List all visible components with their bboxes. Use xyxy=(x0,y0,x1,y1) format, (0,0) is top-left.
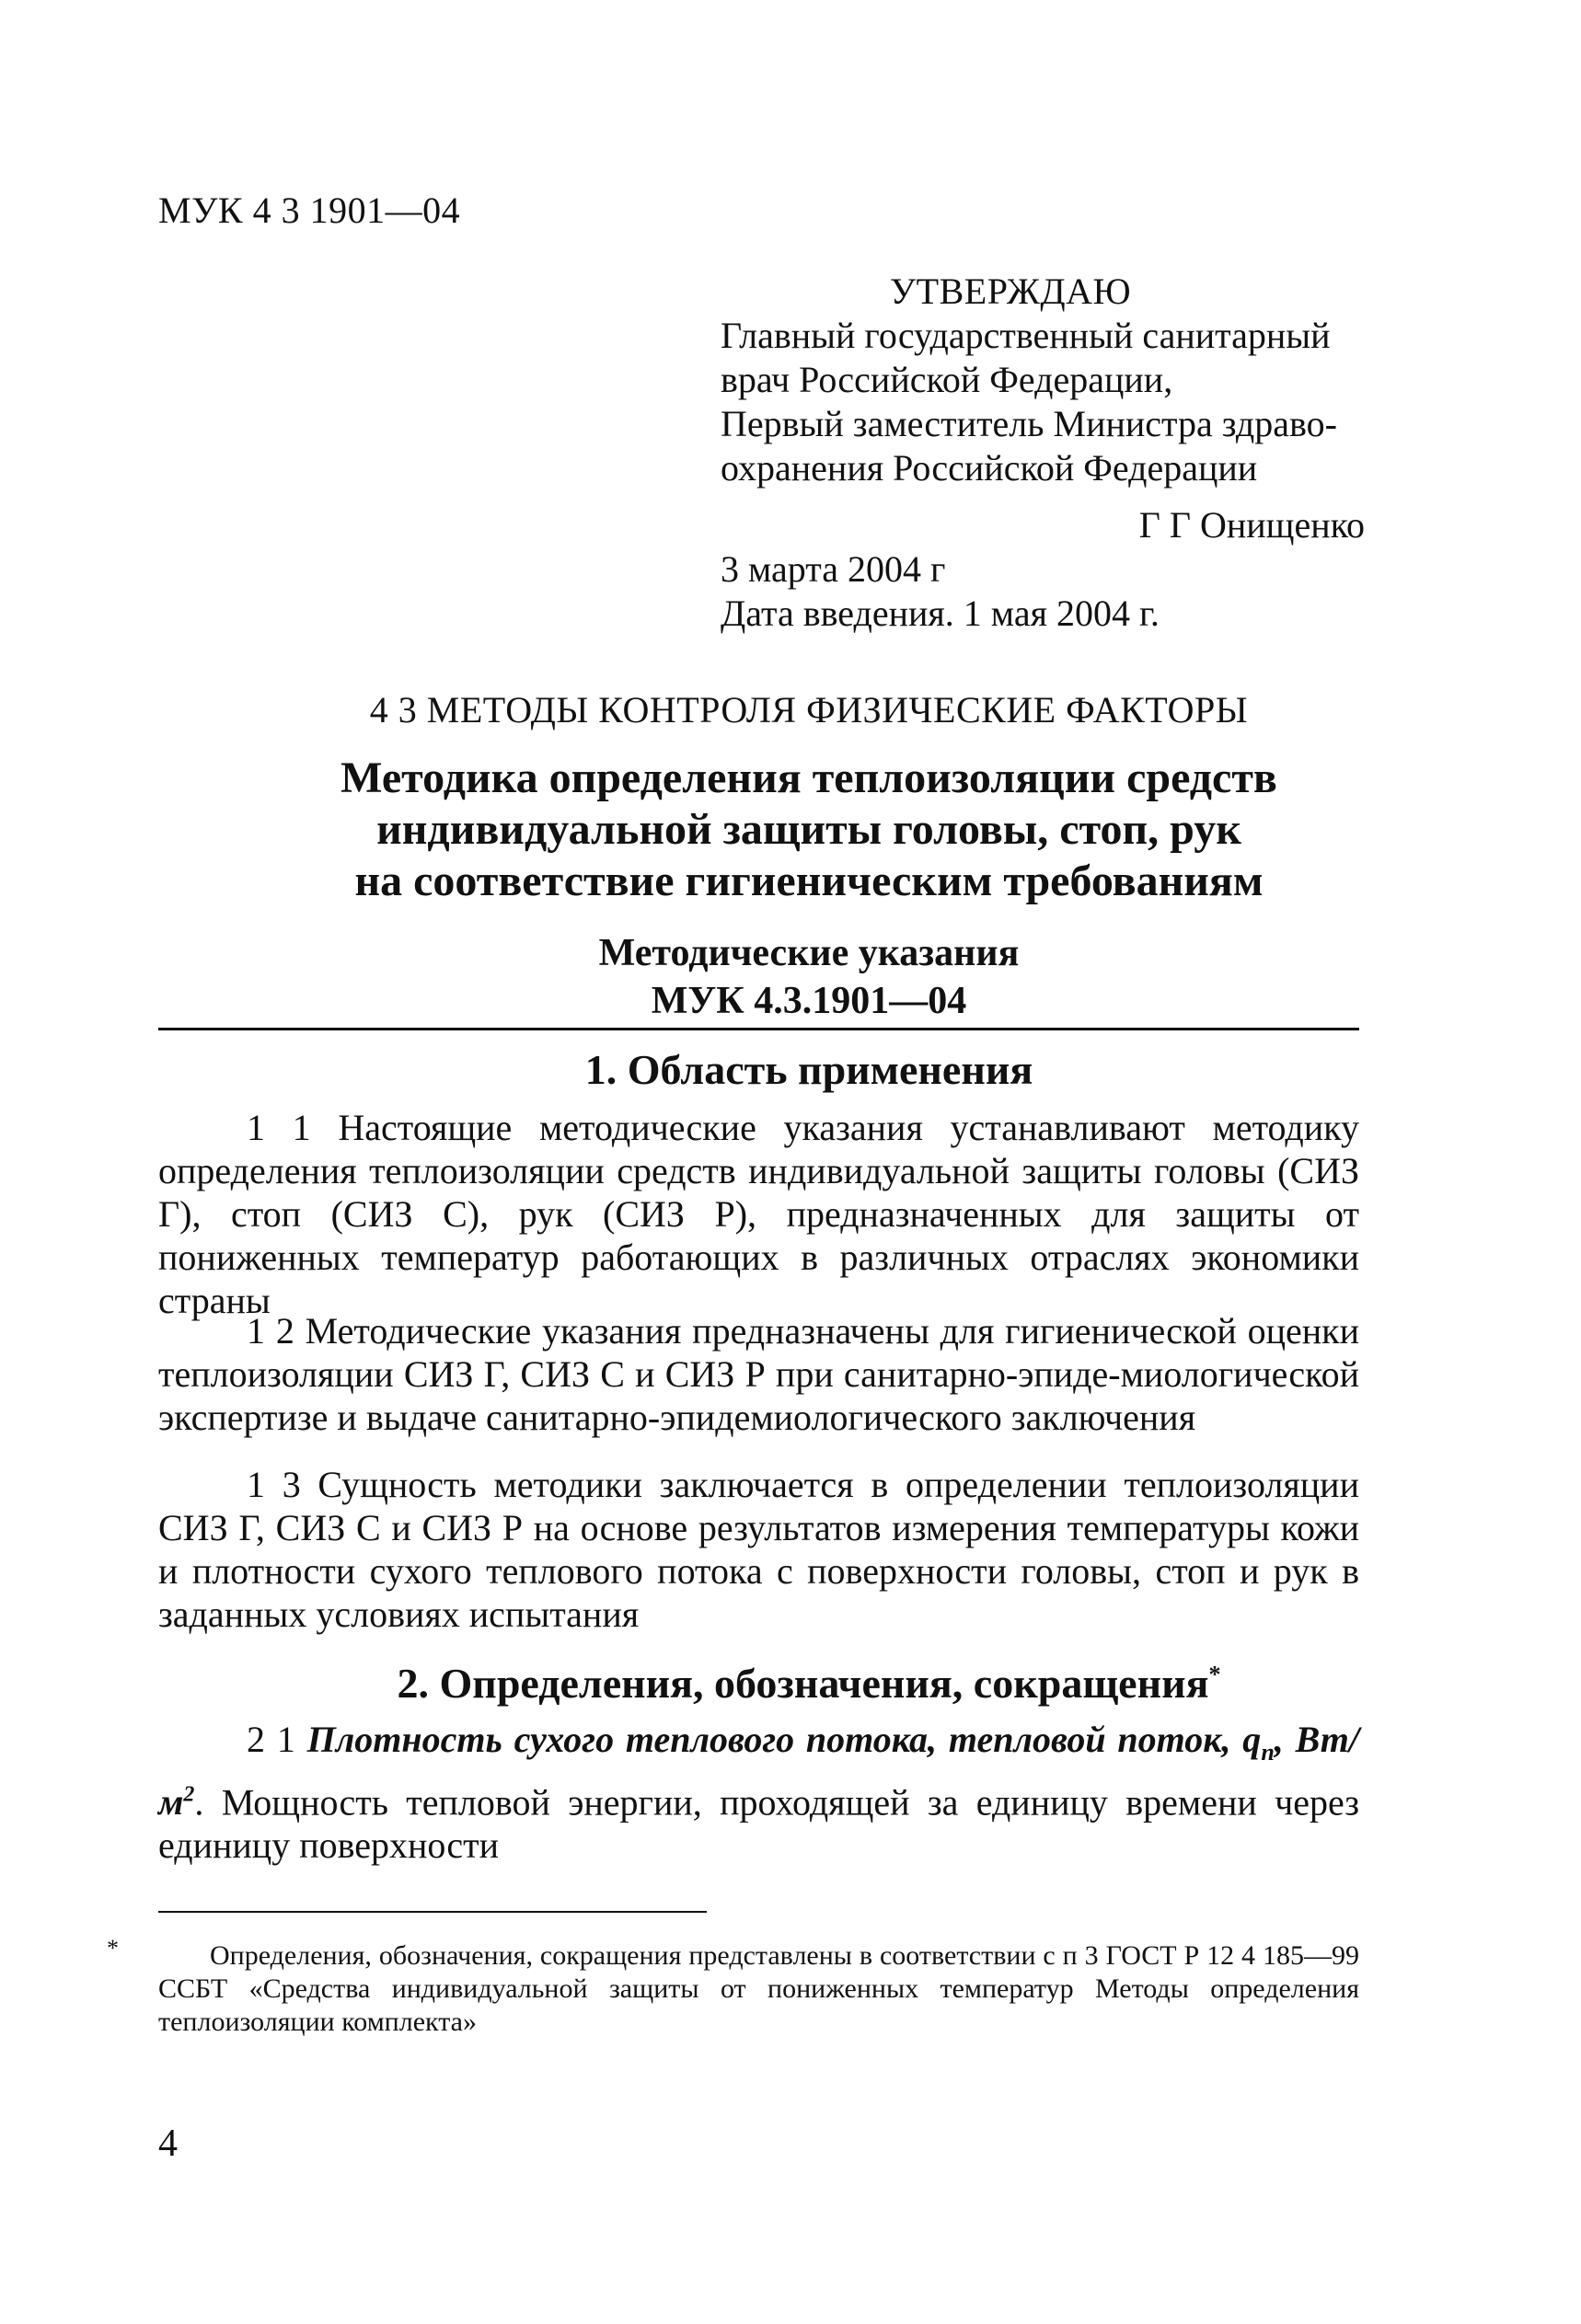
footnote-divider xyxy=(158,1911,707,1913)
paragraph-1-2 xyxy=(158,1309,1359,1439)
subtitle-code: МУК 4.3.1901—04 xyxy=(651,980,967,1022)
section-1-heading: 1. Область применения xyxy=(584,1046,1033,1093)
signer-name: Г Г Онищенко xyxy=(1138,504,1365,546)
paragraph-text: 1 2 Методические указания предназначены для гигиенической оценки теплоизоляции СИЗ Г, СИЗ С и СИЗ Р при санитарно-эпиде-миологической экспертизе и выдаче санитарно-эпидемиологического заключения xyxy=(158,1310,1359,1438)
approval-line: охранения Российской Федерации xyxy=(721,447,1258,489)
title-line: индивидуальной защиты головы, стоп, рук xyxy=(376,805,1241,854)
term-unit: , Вт/м xyxy=(158,1719,1359,1824)
section-2-heading-text: 2. Определения, обозначения, сокращения xyxy=(397,1660,1209,1707)
footnote-text: Определения, обозначения, сокращения представлены в соответствии с п 3 ГОСТ Р 12 4 185—99 ССБТ «Средства индивидуальной защиты от пониженных температур Методы определения теплоизоляции комплекта» xyxy=(158,1940,1359,2037)
document-code: МУК 4 3 1901—04 xyxy=(158,190,461,231)
title-line: на соответствие гигиеническим требованиям xyxy=(354,857,1264,905)
document-subtitle xyxy=(0,929,1581,1025)
page-number: 4 xyxy=(158,2123,178,2165)
approval-line: врач Российской Федерации, xyxy=(721,359,1173,400)
approval-line: Главный государственный санитарный xyxy=(721,315,1331,356)
approval-heading: УТВЕРЖДАЮ xyxy=(889,270,1132,312)
paragraph-1-1 xyxy=(158,1106,1359,1322)
paragraph-text: 1 3 Сущность методики заключается в определении теплоизоляции СИЗ Г, СИЗ С и СИЗ Р на основе результатов измерения температуры кожи и плотности сухого теплового потока с поверхности головы, стоп и рук в заданных условиях испытания xyxy=(158,1464,1359,1635)
footnote-mark: * xyxy=(107,1935,119,1962)
title-divider xyxy=(158,1028,1359,1030)
subtitle-line: Методические указания xyxy=(598,932,1020,974)
term-subscript: п xyxy=(1261,1739,1275,1766)
footnote-reference: * xyxy=(1208,1661,1221,1688)
section-category: 4 3 МЕТОДЫ КОНТРОЛЯ ФИЗИЧЕСКИЕ ФАКТОРЫ xyxy=(369,689,1249,731)
term-text: Плотность сухого теплового потока, тепловой поток, q xyxy=(306,1719,1262,1760)
paragraph-text: 1 1 Настоящие методические указания устанавливают методику определения теплоизоляции средств индивидуальной защиты головы (СИЗ Г), стоп (СИЗ С), рук (СИЗ Р), предназначенных для защиты от пониженных температур работающих в различных отраслях экономики страны xyxy=(158,1107,1359,1321)
footnote-text-wrap xyxy=(107,1935,1359,2039)
title-line: Методика определения теплоизоляции средств xyxy=(340,754,1277,802)
paragraph-1-3 xyxy=(158,1463,1359,1636)
paragraph-2-1 xyxy=(158,1718,1359,1867)
document-title xyxy=(0,753,1581,907)
footnote xyxy=(107,1935,1359,2039)
paragraph-text xyxy=(158,1718,1359,1867)
unit-superscript: 2 xyxy=(183,1783,195,1807)
approval-date: 3 марта 2004 г xyxy=(721,548,946,590)
effective-date: Дата введения. 1 мая 2004 г. xyxy=(721,593,1160,634)
section-2-heading xyxy=(0,1659,1581,1708)
approval-line: Первый заместитель Министра здраво- xyxy=(721,403,1337,444)
approval-block xyxy=(721,270,1365,636)
paragraph-number: 2 1 xyxy=(247,1719,307,1760)
definition-text: . Мощность тепловой энергии, проходящей за единицу времени через единицу поверхности xyxy=(158,1781,1359,1867)
